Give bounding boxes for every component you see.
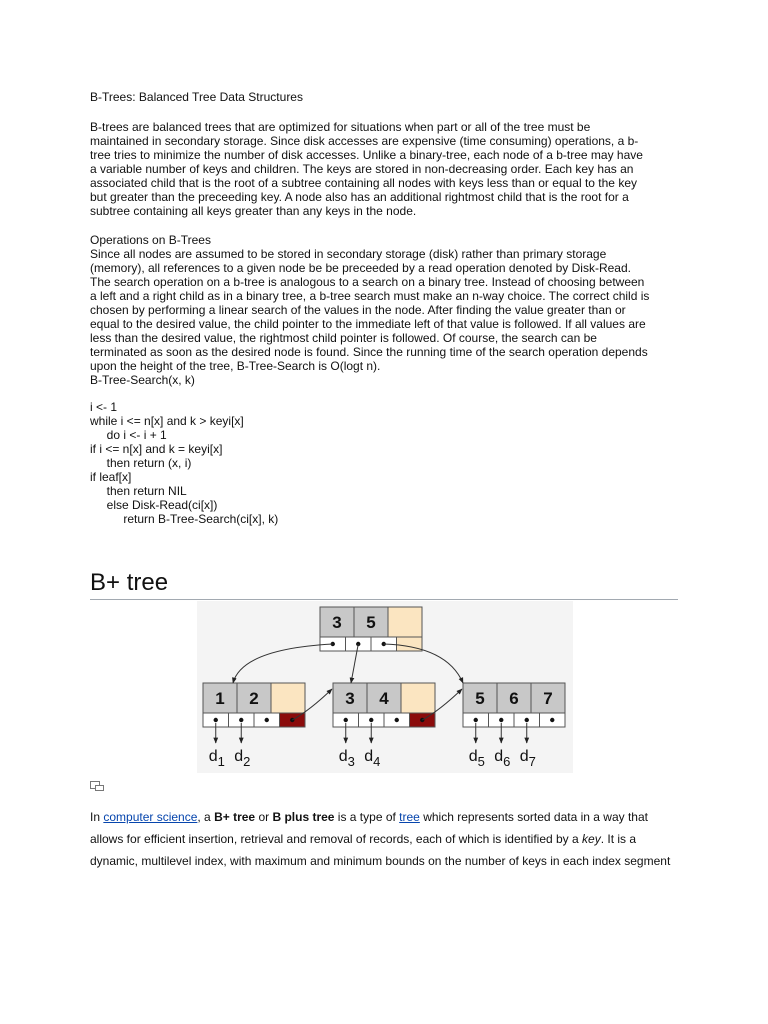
bold-term: B+ tree	[214, 810, 256, 824]
text-fragment: is a type of	[334, 810, 400, 824]
leaf-key-label: 7	[543, 689, 553, 708]
text-line: associated child that is the root of a subtree containing all nodes with keys less than or equal to the key	[90, 176, 637, 190]
pointer-dot	[525, 718, 529, 722]
text-line: terminated as soon as the desired node is found. Since the running time of the search operation depends	[90, 345, 648, 359]
section-heading: B+ tree	[90, 568, 678, 600]
leaf-empty-cell	[401, 683, 435, 713]
italic-term: key	[582, 832, 601, 846]
data-record-label: $d_7$	[519, 748, 536, 769]
root-key-label: 3	[332, 613, 342, 632]
text-line: equal to the desired value, the child pointer to the immediate left of that value is followed. If all values are	[90, 317, 646, 331]
article-line	[90, 828, 690, 850]
text-fragment: allows for efficient insertion, retrieval and removal of records, each of which is identified by a	[90, 832, 583, 846]
data-record-label: $d_5$	[468, 748, 485, 769]
text-line: B-trees are balanced trees that are optimized for situations when part or all of the tree must be	[90, 120, 591, 134]
intro-paragraph	[90, 120, 690, 218]
text-line: maintained in secondary storage. Since disk accesses are expensive (time consuming) operations, a b-	[90, 134, 639, 148]
code-line: while i <= n[x] and k > keyi[x]	[90, 414, 244, 428]
leaf-key-label: 1	[215, 689, 225, 708]
data-record-label: $d_6$	[494, 748, 511, 769]
leaf-key-label: 4	[379, 689, 389, 708]
bold-term: B plus tree	[272, 810, 335, 824]
computer-science-link[interactable]: computer science	[103, 810, 198, 824]
article-line	[90, 806, 690, 828]
operations-paragraph	[90, 233, 690, 387]
pointer-dot	[474, 718, 478, 722]
article-line: dynamic, multilevel index, with maximum and minimum bounds on the number of keys in each index segment	[90, 854, 671, 868]
leaf-key-label: 6	[509, 689, 519, 708]
bplus-tree-diagram[interactable]	[197, 601, 573, 773]
text-line: less than the desired value, the rightmost child pointer is followed. Of course, the search can be	[90, 331, 597, 345]
text-line: subtree containing all keys greater than any keys in the node.	[90, 204, 417, 218]
document-title: B-Trees: Balanced Tree Data Structures	[90, 90, 303, 104]
pointer-dot	[550, 718, 554, 722]
enlarge-icon[interactable]	[90, 781, 104, 791]
data-record-label: $d_3$	[338, 748, 355, 769]
pointer-dot	[344, 718, 348, 722]
code-line: i <- 1	[90, 400, 118, 414]
code-line: if i <= n[x] and k = keyi[x]	[90, 442, 223, 456]
text-line: a left and a right child as in a binary tree, a b-tree search must make an n-way choice. The correct child is	[90, 289, 650, 303]
text-line: Since all nodes are assumed to be stored in secondary storage (disk) rather than primary storage	[90, 247, 607, 261]
root-empty-cell	[388, 607, 422, 637]
text-line: The search operation on a b-tree is analogous to a search on a binary tree. Instead of choosing between	[90, 275, 645, 289]
subheading: Operations on B-Trees	[90, 233, 211, 247]
text-fragment: which represents sorted data in a way that	[419, 810, 648, 824]
code-line: return B-Tree-Search(ci[x], k)	[90, 512, 279, 526]
text-line: a variable number of keys and children. The keys are stored in non-decreasing order. Each key has an	[90, 162, 634, 176]
function-signature: B-Tree-Search(x, k)	[90, 373, 195, 387]
text-fragment: , a	[197, 810, 215, 824]
pseudocode-block	[90, 400, 278, 526]
pointer-dot	[239, 718, 243, 722]
pointer-dot	[395, 718, 399, 722]
pointer-dot	[265, 718, 269, 722]
leaf-key-label: 5	[475, 689, 485, 708]
pointer-dot	[369, 718, 373, 722]
code-line: then return NIL	[90, 484, 187, 498]
pointer-dot	[214, 718, 218, 722]
text-line: tree tries to minimize the number of disk accesses. Unlike a binary-tree, each node of a b-tree may have	[90, 148, 643, 162]
pointer-dot	[499, 718, 503, 722]
leaf-empty-cell	[271, 683, 305, 713]
article-paragraph	[90, 806, 690, 872]
root-key-label: 5	[366, 613, 376, 632]
text-line: chosen by performing a linear search of the values in the node. After finding the value greater than or	[90, 303, 626, 317]
text-line: but greater than the preceeding key. A node also has an additional rightmost child that is the root for a	[90, 190, 629, 204]
code-line: if leaf[x]	[90, 470, 132, 484]
text-fragment: In	[90, 810, 104, 824]
text-fragment: or	[255, 810, 273, 824]
data-record-label: $d_1$	[208, 748, 225, 769]
tree-link[interactable]: tree	[399, 810, 420, 824]
code-line: then return (x, i)	[90, 456, 192, 470]
text-fragment: . It is a	[600, 832, 637, 846]
data-record-label: $d_4$	[364, 748, 381, 769]
leaf-key-label: 2	[249, 689, 259, 708]
code-line: do i <- i + 1	[90, 428, 167, 442]
leaf-key-label: 3	[345, 689, 355, 708]
data-record-label: $d_2$	[234, 748, 251, 769]
text-line: (memory), all references to a given node be be preceeded by a read operation denoted by Disk-Read.	[90, 261, 631, 275]
text-line: upon the height of the tree, B-Tree-Search is O(logt n).	[90, 359, 381, 373]
code-line: else Disk-Read(ci[x])	[90, 498, 218, 512]
